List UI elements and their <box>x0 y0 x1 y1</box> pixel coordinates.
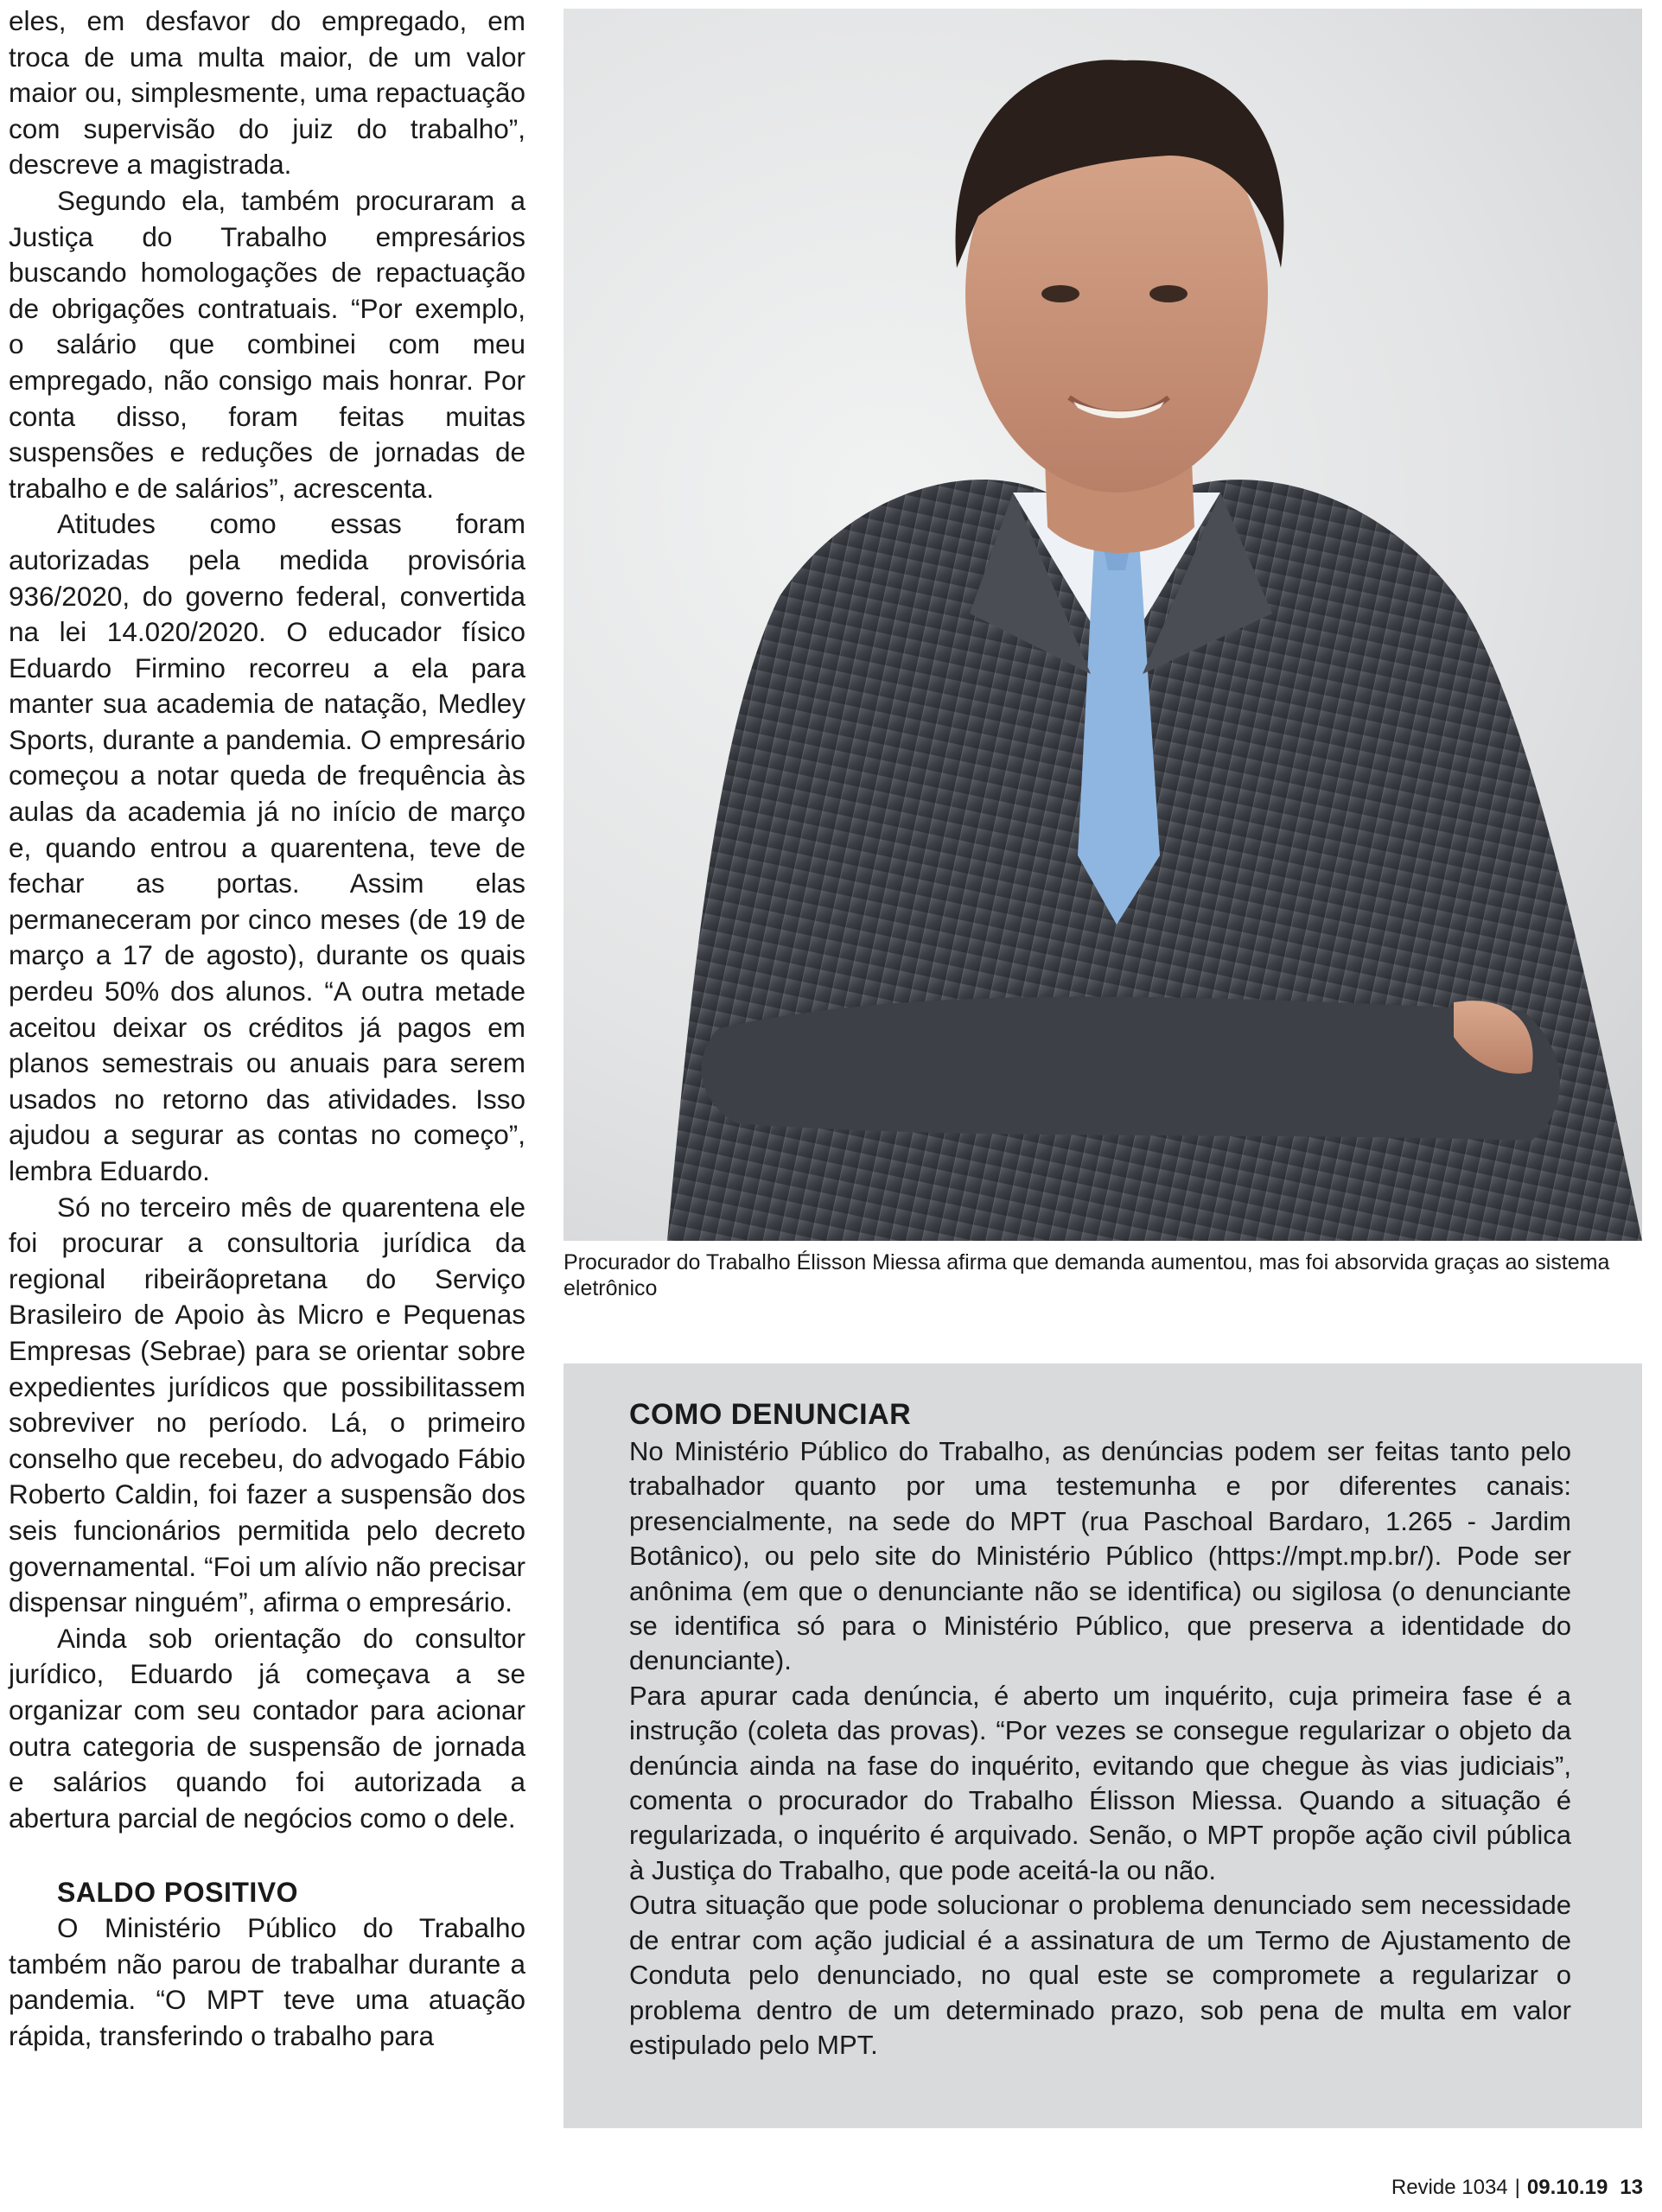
article-paragraph: O Ministério Público do Trabalho também não parou de trabalhar durante a pandemia. “O MPT teve uma atuação rápida, transferindo o trabalho para <box>9 1912 525 2052</box>
portrait-photo <box>564 9 1642 1241</box>
article-paragraph: Ainda sob orientação do consultor jurídico, Eduardo já começava a se organizar com seu contador para acionar outra categoria de suspensão de jornada e salários quando foi autorizada a abertura parcial de negócios como o dele. <box>9 1622 525 1834</box>
sidebar-content <box>629 1396 1571 2063</box>
footer-separator: | <box>1514 2176 1520 2199</box>
sidebar-title: COMO DENUNCIAR <box>629 1398 912 1431</box>
page-number: 13 <box>1620 2176 1643 2199</box>
issue-date: 09.10.19 <box>1526 2176 1608 2199</box>
portrait-illustration <box>564 9 1642 1241</box>
article-paragraph: Atitudes como essas foram autorizadas pela medida provisória 936/2020, do governo federal, convertida na lei 14.020/2020. O educador físico Eduardo Firmino recorreu a ela para manter sua academia de natação, Medley Sports, durante a pandemia. O empresário começou a notar queda de frequência às aulas da academia já no início de março e, quando entrou a quarentena, teve de fechar as portas. Assim elas permaneceram por cinco meses (de 19 de março a 17 de agosto), durante os quais perdeu 50% dos alunos. “A outra metade aceitou deixar os créditos já pagos em planos semestrais ou anuais para serem usados no retorno das atividades. Isso ajudou a segurar as contas no começo”, lembra Eduardo. <box>9 508 525 1186</box>
section-heading: SALDO POSITIVO <box>57 1877 299 1909</box>
sidebar-paragraph: Para apurar cada denúncia, é aberto um inquérito, cuja primeira fase é a instrução (coleta das provas). “Por vezes se consegue regularizar o objeto da denúncia ainda na fase do inquérito, evitando que chegue às vias judiciais”, comenta o procurador do Trabalho Élisson Miessa. Quando a situação é regularizada, o inquérito é arquivado. Senão, o MPT propõe ação civil pública à Justiça do Trabalho, que pode aceitá-la ou não. <box>629 1680 1571 1885</box>
photo-caption: Procurador do Trabalho Élisson Miessa afirma que demanda aumentou, mas foi absorvida graças ao sistema eletrônico <box>564 1250 1610 1300</box>
sidebar-paragraph: Outra situação que pode solucionar o problema denunciado sem necessidade de entrar com ação judicial é a assinatura de um Termo de Ajustamento de Conduta pelo denunciado, no qual este se compromete a regularizar o problema dentro de um determinado prazo, sob pena de multa em valor estipulado pelo MPT. <box>629 1890 1571 2060</box>
article-paragraph: eles, em desfavor do empregado, em troca de uma multa maior, de um valor maior ou, simplesmente, uma repactuação com supervisão do juiz do trabalho”, descreve a magistrada. <box>9 5 525 181</box>
article-paragraph: Só no terceiro mês de quarentena ele foi procurar a consultoria jurídica da regional ribeirãopretana do Serviço Brasileiro de Apoio às Micro e Pequenas Empresas (Sebrae) para se orientar sobre expedientes jurídicos que possibilitassem sobreviver no período. Lá, o primeiro conselho que recebeu, do advogado Fábio Roberto Caldin, foi fazer a suspensão dos seis funcionários permitida pelo decreto governamental. “Foi um alívio não precisar dispensar ninguém”, afirma o empresário. <box>9 1191 525 1618</box>
sidebar-paragraph: No Ministério Público do Trabalho, as denúncias podem ser feitas tanto pelo trabalhador quanto por uma testemunha e por diferentes canais: presencialmente, na sede do MPT (rua Paschoal Bardaro, 1.265 - Jardim Botânico), ou pelo site do Ministério Público (https://mpt.mp.br/). Pode ser anônima (em que o denunciante não se identifica) ou sigilosa (o denunciante se identifica só para o Ministério Público, que preserva a identidade do denunciante). <box>629 1436 1571 1676</box>
page-footer <box>1391 2176 1643 2200</box>
article-left-column <box>9 3 525 2055</box>
sidebar-box <box>564 1363 1642 2128</box>
article-paragraph: Segundo ela, também procuraram a Justiça do Trabalho empresários buscando homologações de repactuação de obrigações contratuais. “Por exemplo, o salário que combinei com meu empregado, não consigo mais honrar. Por conta disso, foram feitas muitas suspensões e reduções de jornadas de trabalho e de salários”, acrescenta. <box>9 184 525 504</box>
publication-name: Revide 1034 <box>1391 2176 1508 2199</box>
